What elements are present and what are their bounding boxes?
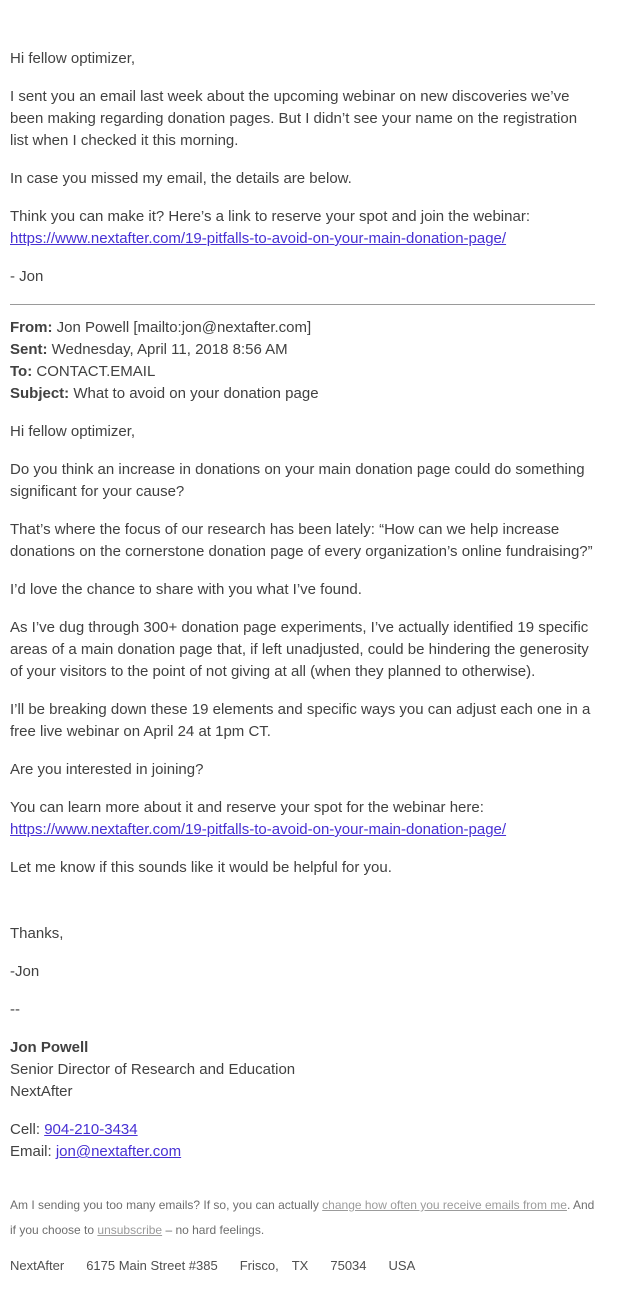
webinar-registration-link-2[interactable]: https://www.nextafter.com/19-pitfalls-to-avoid-on-your-main-donation-page/ [10,821,507,838]
contact-lines [10,1119,595,1163]
paragraph-breaking: I’ll be breaking down these 19 elements and specific ways you can adjust each one in a free live webinar on April 24 at 1pm CT. [10,701,591,740]
subject-value: What to avoid on your donation page [73,385,319,402]
address-country: USA [388,1258,416,1273]
signature-title: Senior Director of Research and Education [10,1061,296,1078]
sent-label: Sent: [10,341,48,358]
company-address [10,1257,595,1275]
signature-name: Jon Powell [10,1039,89,1056]
footer-text-3: – no hard feelings. [162,1223,265,1237]
address-city: Frisco, [239,1258,279,1273]
signoff: -Jon [10,963,40,980]
header-row-to [10,361,595,383]
learn-text: You can learn more about it and reserve your spot for the webinar here: [10,799,484,816]
paragraph-interested: Are you interested in joining? [10,761,204,778]
paragraph-learn [10,797,595,841]
signature-separator: -- [10,1001,20,1018]
email-link[interactable]: jon@nextafter.com [55,1143,182,1160]
unsubscribe-link[interactable]: unsubscribe [97,1223,163,1237]
address-street: 6175 Main Street #385 [86,1258,218,1273]
sent-value: Wednesday, April 11, 2018 8:56 AM [51,341,288,358]
phone-link[interactable]: 904-210-3434 [44,1121,138,1138]
reserve-text: Think you can make it? Here’s a link to reserve your spot and join the webinar: [10,208,530,225]
subject-label: Subject: [10,385,70,402]
paragraph-last-week: I sent you an email last week about the upcoming webinar on new discoveries we’ve been making regarding donation pages. But I didn’t see your name on the registration list when I checked it this morning. [10,88,578,149]
divider [10,304,595,305]
paragraph-increase: Do you think an increase in donations on your main donation page could do something significant for your cause? [10,461,585,500]
change-frequency-link[interactable]: change how often you receive emails from me [322,1198,567,1212]
from-label: From: [10,319,53,336]
signature-company: NextAfter [10,1083,73,1100]
paragraph-helpful: Let me know if this sounds like it would be helpful for you. [10,859,392,876]
header-row-sent [10,339,595,361]
footer-note [10,1193,595,1243]
address-state: TX [291,1258,309,1273]
from-value: Jon Powell [mailto:jon@nextafter.com] [56,319,312,336]
address-zip: 75034 [330,1258,367,1273]
footer-text-1: Am I sending you too many emails? If so, you can actually [10,1198,323,1212]
to-value: CONTACT.EMAIL [36,363,156,380]
quoted-email-header [10,317,595,405]
quoted-greeting: Hi fellow optimizer, [10,423,136,440]
to-label: To: [10,363,33,380]
header-row-from [10,317,595,339]
paragraph-reserve [10,206,595,250]
signoff-short: - Jon [10,268,44,285]
email-label: Email: [10,1143,56,1160]
thanks: Thanks, [10,925,64,942]
paragraph-focus: That’s where the focus of our research has been lately: “How can we help increase donations on the cornerstone donation page of every organization’s online fundraising?” [10,521,593,560]
greeting: Hi fellow optimizer, [10,50,136,67]
webinar-registration-link[interactable]: https://www.nextafter.com/19-pitfalls-to-avoid-on-your-main-donation-page/ [10,230,507,247]
paragraph-love: I’d love the chance to share with you what I’ve found. [10,581,362,598]
paragraph-dug: As I’ve dug through 300+ donation page experiments, I’ve actually identified 19 specific areas of a main donation page that, if left unadjusted, could be hindering the generosity of your visitors to the point of not giving at all (when they planned to otherwise). [10,619,589,680]
signature-block [10,1037,595,1103]
footer-text-2: . And if you choose to [10,1198,595,1237]
address-company: NextAfter [10,1258,65,1273]
header-row-subject [10,383,595,405]
paragraph-missed: In case you missed my email, the details are below. [10,170,352,187]
cell-label: Cell: [10,1121,45,1138]
